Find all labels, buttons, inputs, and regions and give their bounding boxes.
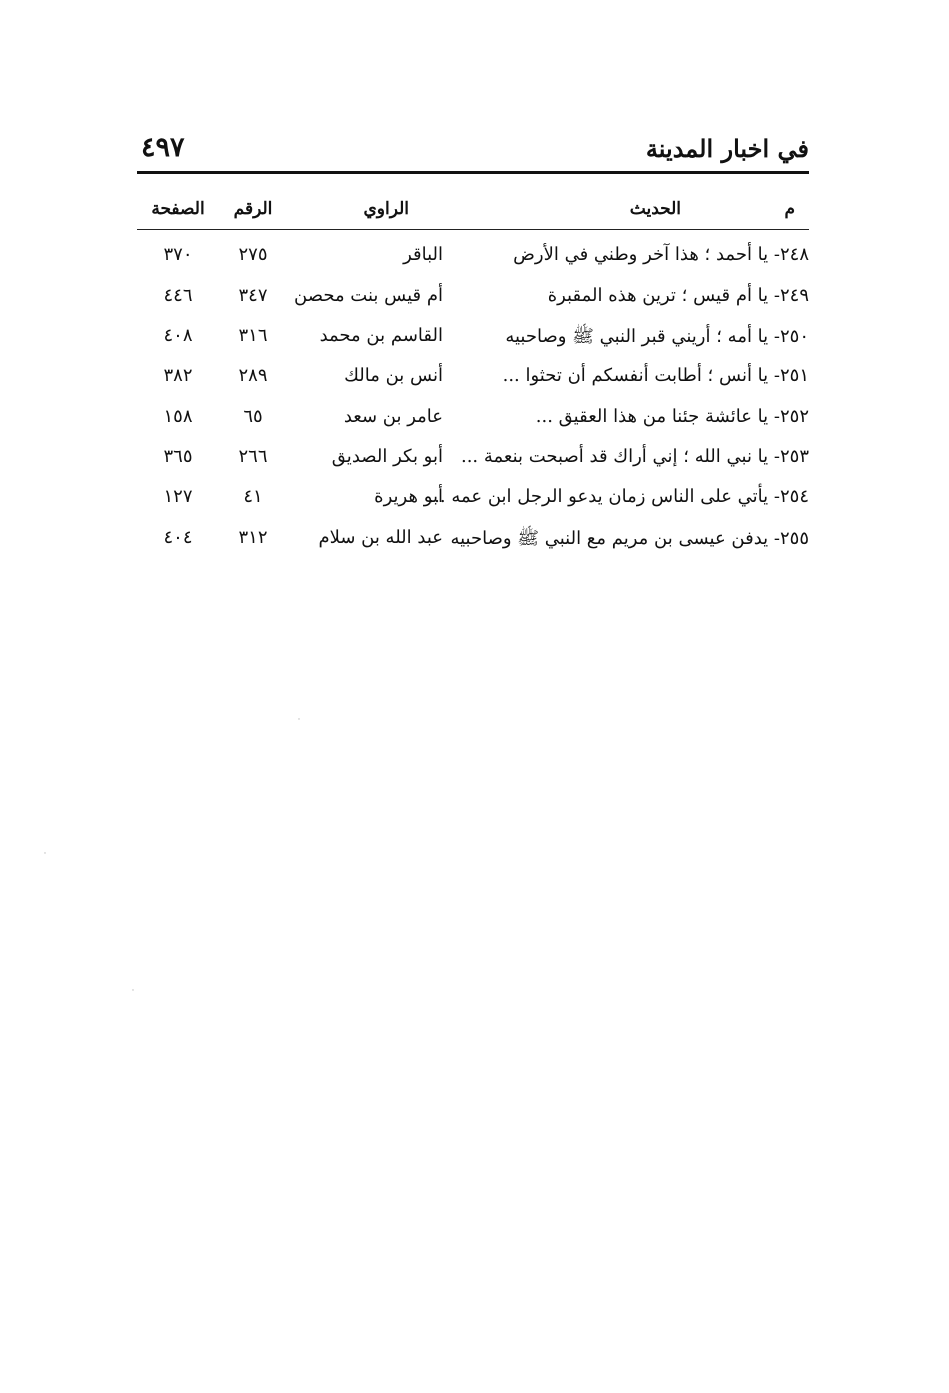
hadith-cell: ٢٥٣- يا نبي الله ؛ إني أراك قد أصبحت بنعمة ... <box>460 446 809 467</box>
hadith-cell: ٢٤٩- يا أم قيس ؛ ترين هذه المقبرة <box>547 285 809 306</box>
page-number: ٤٩٧ <box>141 132 185 163</box>
page-cell: ٣٧٠ <box>163 244 193 265</box>
page-cell: ١٥٨ <box>163 406 193 427</box>
narrator-cell: أم قيس بنت محصن <box>294 285 443 306</box>
header-m: م <box>784 199 795 219</box>
page-cell: ١٢٧ <box>163 486 193 507</box>
book-title: في اخبار المدينة <box>645 134 809 163</box>
number-cell: ٢٦٦ <box>238 446 268 467</box>
narrator-cell: أبو بكر الصديق <box>331 446 443 467</box>
page-cell: ٤٠٨ <box>163 325 193 346</box>
header-page: الصفحة <box>151 199 205 219</box>
narrator-cell: القاسم بن محمد <box>319 325 443 346</box>
number-cell: ٣١٢ <box>238 527 268 548</box>
page-cell: ٤٠٤ <box>163 527 193 548</box>
page-cell: ٣٨٢ <box>163 365 193 386</box>
hadith-cell: ٢٥٥- يدفن عيسى بن مريم مع النبي ﷺ وصاحبيه <box>450 528 809 549</box>
hadith-cell: ٢٤٨- يا أحمد ؛ هذا آخر وطني في الأرض <box>513 244 809 265</box>
number-cell: ٣١٦ <box>238 325 268 346</box>
number-cell: ٦٥ <box>243 406 263 427</box>
header-number: الرقم <box>233 199 273 219</box>
narrator-cell: أبو هريرة <box>374 486 443 507</box>
hadith-cell: ٢٥٤- يأتي على الناس زمان يدعو الرجل ابن عمه ... <box>428 486 809 507</box>
narrator-cell: عبد الله بن سلام <box>318 527 443 548</box>
number-cell: ٣٤٧ <box>238 285 268 306</box>
narrator-cell: أنس بن مالك <box>344 365 443 386</box>
page-cell: ٣٦٥ <box>163 446 193 467</box>
number-cell: ٢٨٩ <box>238 365 268 386</box>
page-cell: ٤٤٦ <box>163 285 193 306</box>
hadith-cell: ٢٥١- يا أنس ؛ أطابت أنفسكم أن تحثوا ... <box>502 365 809 386</box>
header-narrator: الراوي <box>363 199 409 219</box>
number-cell: ٤١ <box>243 486 263 507</box>
narrator-cell: الباقر <box>403 244 443 265</box>
narrator-cell: عامر بن سعد <box>343 406 443 427</box>
number-cell: ٢٧٥ <box>238 244 268 265</box>
header-hadith: الحديث <box>629 199 681 219</box>
hadith-cell: ٢٥٢- يا عائشة جئنا من هذا العقيق ... <box>535 406 809 427</box>
hadith-cell: ٢٥٠- يا أمه ؛ أريني قبر النبي ﷺ وصاحبيه <box>505 326 809 347</box>
